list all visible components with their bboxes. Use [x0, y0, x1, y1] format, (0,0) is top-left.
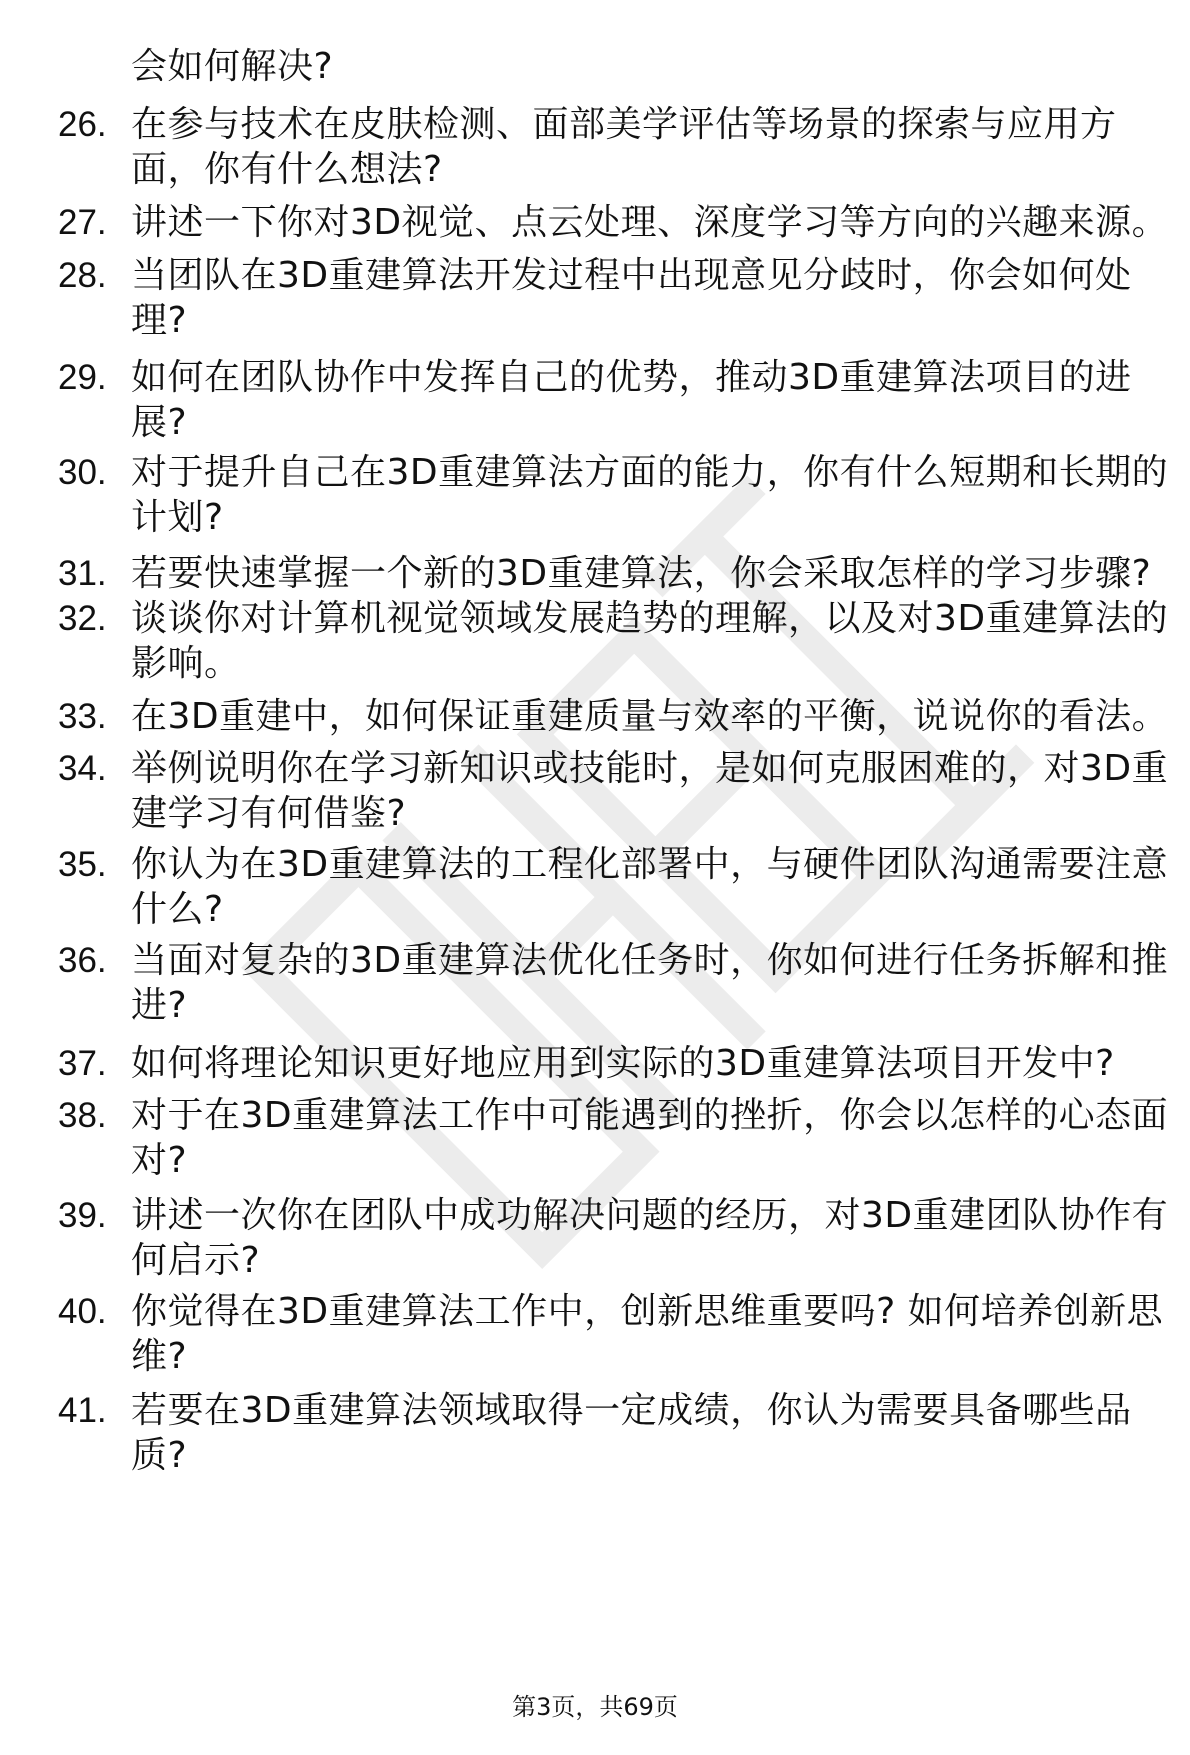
question-text-line: 什么? [131, 889, 224, 930]
question-text-line: 何启示? [131, 1240, 261, 1281]
question-text-line: 你觉得在3D重建算法工作中，创新思维重要吗? 如何培养创新思 [131, 1291, 1164, 1332]
question-number: 29. [58, 358, 107, 397]
question-text [131, 694, 1169, 739]
question-text-line: 若要在3D重建算法领域取得一定成绩，你认为需要具备哪些品 [131, 1390, 1132, 1431]
question-text [131, 253, 1163, 343]
question-number: 32. [58, 599, 107, 638]
question-text-line: 计划? [131, 497, 224, 538]
question-text [131, 1041, 1163, 1086]
question-text-line: 讲述一下你对3D视觉、点云处理、深度学习等方向的兴趣来源。 [131, 202, 1169, 243]
question-text [131, 1193, 1169, 1283]
question-text [131, 1388, 1163, 1478]
question-text [131, 1093, 1169, 1183]
page-footer: 第3页，共69页 [512, 1693, 678, 1721]
question-text-line: 影响。 [131, 643, 241, 684]
question-text [131, 200, 1169, 245]
question-number: 37. [58, 1044, 107, 1083]
question-number: 41. [58, 1391, 107, 1430]
question-text-line: 谈谈你对计算机视觉领域发展趋势的理解，以及对3D重建算法的 [131, 598, 1169, 639]
question-text-line: 对于在3D重建算法工作中可能遇到的挫折，你会以怎样的心态面 [131, 1095, 1169, 1136]
question-text-line: 你认为在3D重建算法的工程化部署中，与硬件团队沟通需要注意 [131, 844, 1169, 885]
question-number: 40. [58, 1292, 107, 1331]
question-number: 30. [58, 453, 107, 492]
question-text-line: 对于提升自己在3D重建算法方面的能力，你有什么短期和长期的 [131, 452, 1169, 493]
question-number: 35. [58, 845, 107, 884]
question-number: 36. [58, 941, 107, 980]
question-text-line: 当团队在3D重建算法开发过程中出现意见分歧时，你会如何处 [131, 255, 1132, 296]
question-text-line: 理? [131, 300, 188, 341]
question-number: 38. [58, 1096, 107, 1135]
question-text-line: 进? [131, 985, 188, 1026]
question-text [131, 1289, 1163, 1379]
question-text [131, 102, 1163, 192]
question-text-line: 如何将理论知识更好地应用到实际的3D重建算法项目开发中? [131, 1043, 1115, 1084]
question-number: 39. [58, 1196, 107, 1235]
question-text [131, 596, 1169, 686]
question-text [131, 746, 1169, 836]
question-number: 33. [58, 697, 107, 736]
question-text-line: 如何在团队协作中发挥自己的优势，推动3D重建算法项目的进 [131, 357, 1132, 398]
question-text [131, 551, 1163, 596]
question-text-line: 维? [131, 1336, 188, 1377]
question-text-line: 讲述一次你在团队中成功解决问题的经历，对3D重建团队协作有 [131, 1195, 1169, 1236]
question-text-line: 在3D重建中，如何保证重建质量与效率的平衡，说说你的看法。 [131, 696, 1169, 737]
question-text-line: 当面对复杂的3D重建算法优化任务时，你如何进行任务拆解和推 [131, 940, 1169, 981]
question-text [131, 938, 1169, 1028]
question-text-line: 面，你有什么想法? [131, 149, 443, 190]
question-number: 31. [58, 554, 107, 593]
continuation-line: 会如何解决? [131, 46, 334, 87]
question-text-line: 在参与技术在皮肤检测、面部美学评估等场景的探索与应用方 [131, 104, 1117, 145]
question-number: 28. [58, 256, 107, 295]
question-text-line: 展? [131, 402, 188, 443]
question-text-line: 建学习有何借鉴? [131, 793, 407, 834]
question-text-line: 质? [131, 1435, 188, 1476]
question-text-line: 对? [131, 1140, 188, 1181]
question-text [131, 842, 1169, 932]
question-number: 27. [58, 203, 107, 242]
question-number: 34. [58, 749, 107, 788]
question-text-line: 若要快速掌握一个新的3D重建算法，你会采取怎样的学习步骤? [131, 553, 1152, 594]
question-text [131, 355, 1163, 445]
question-text-line: 举例说明你在学习新知识或技能时，是如何克服困难的，对3D重 [131, 748, 1169, 789]
question-text [131, 450, 1169, 540]
question-number: 26. [58, 105, 107, 144]
